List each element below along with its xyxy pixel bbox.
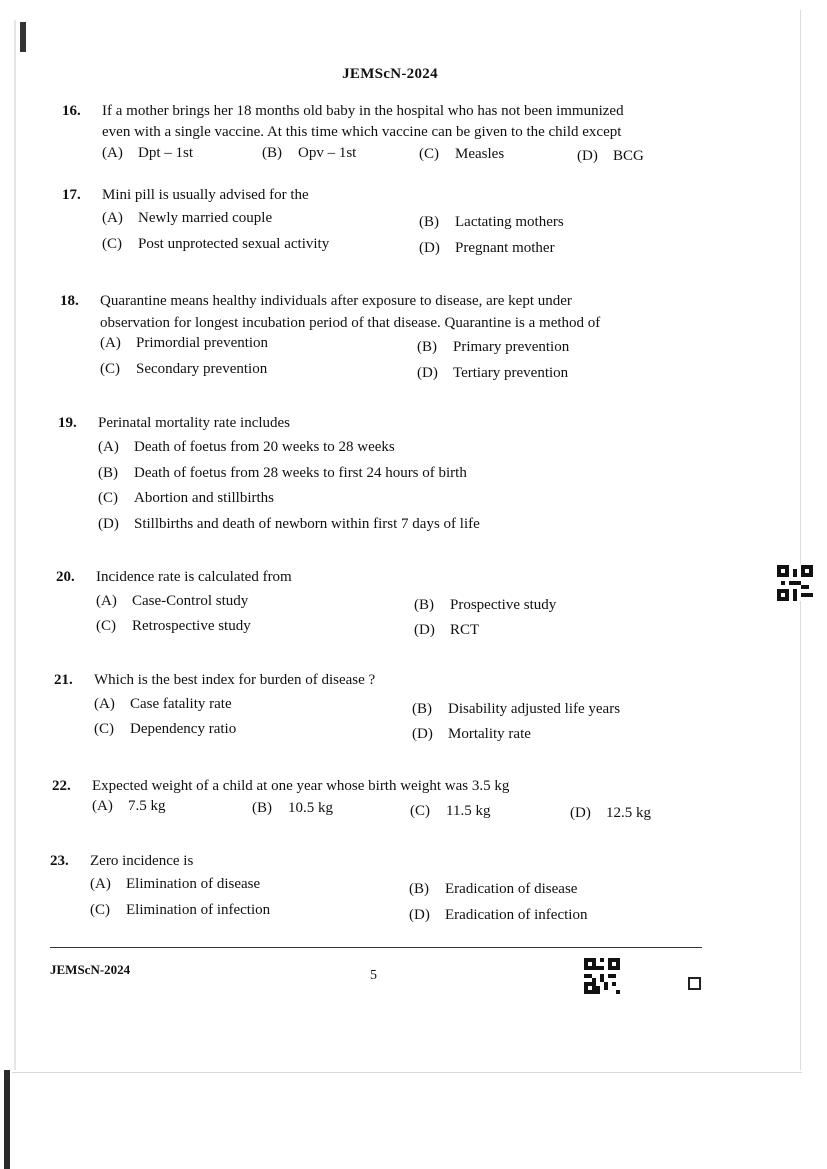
option-c: (C) Secondary prevention <box>100 361 268 377</box>
option-d: (D) Stillbirths and death of newborn within first 7 days of life <box>98 516 480 532</box>
question-text: Incidence rate is calculated from <box>96 569 292 585</box>
question-18 <box>60 290 710 340</box>
page-edge-bottom <box>12 1072 802 1073</box>
question-text: Perinatal mortality rate includes <box>98 415 291 431</box>
option-b: (B) Eradication of disease <box>409 881 578 897</box>
option-b: (B) Lactating mothers <box>419 214 564 230</box>
square-mark-icon <box>688 977 701 990</box>
option-c: (C) Abortion and stillbirths <box>98 490 274 506</box>
option-c: (C) Retrospective study <box>96 618 251 634</box>
question-text-line-1: Quarantine means healthy individuals after exposure to disease, are kept under <box>100 293 572 309</box>
option-b: (B) Death of foetus from 28 weeks to first 24 hours of birth <box>98 465 467 481</box>
option-c: (C) Post unprotected sexual activity <box>102 236 330 252</box>
option-d: (D) Tertiary prevention <box>417 365 569 381</box>
question-16 <box>62 100 712 180</box>
option-c: (C) Elimination of infection <box>90 902 271 918</box>
question-text: Which is the best index for burden of disease ? <box>94 672 376 688</box>
option-b: (B) Prospective study <box>414 597 557 613</box>
option-d: (D) RCT <box>414 622 480 638</box>
page-edge-right <box>800 10 801 1070</box>
question-22 <box>52 775 702 799</box>
option-a: (A) Elimination of disease <box>90 876 261 892</box>
question-19 <box>58 412 708 436</box>
question-number: 19. <box>58 415 77 431</box>
question-23 <box>50 850 700 874</box>
option-a: (A) Case-Control study <box>96 593 249 609</box>
question-number: 18. <box>60 293 79 309</box>
page-number: 5 <box>370 968 377 983</box>
scan-mark <box>20 22 26 52</box>
page-edge <box>14 20 16 1070</box>
footer-code: JEMScN-2024 <box>50 962 131 977</box>
option-b: (B) Primary prevention <box>417 339 570 355</box>
question-number: 23. <box>50 853 69 869</box>
qr-code-icon <box>777 565 813 601</box>
question-17 <box>62 184 712 208</box>
option-d: (D) Mortality rate <box>412 726 531 742</box>
option-a: (A) Case fatality rate <box>94 696 232 712</box>
option-a: (A) Death of foetus from 20 weeks to 28 weeks <box>98 439 395 455</box>
option-b: (B) 10.5 kg <box>252 800 333 816</box>
option-d: (D) Pregnant mother <box>419 240 555 256</box>
question-text: Mini pill is usually advised for the <box>102 187 309 203</box>
question-text: Zero incidence is <box>90 853 194 869</box>
option-c: (C) 11.5 kg <box>410 803 491 819</box>
option-b: (B) Disability adjusted life years <box>412 701 621 717</box>
option-a: (A) 7.5 kg <box>92 798 166 814</box>
question-number: 17. <box>62 187 81 203</box>
option-d: (D) BCG <box>577 148 644 164</box>
option-a: (A) Primordial prevention <box>100 335 269 351</box>
option-a: (A) Dpt – 1st <box>102 145 194 161</box>
option-c: (C) Measles <box>419 146 505 162</box>
scan-shadow <box>4 1070 10 1169</box>
option-c: (C) Dependency ratio <box>94 721 237 737</box>
question-number: 21. <box>54 672 73 688</box>
question-text: Expected weight of a child at one year whose birth weight was 3.5 kg <box>92 778 510 794</box>
question-number: 16. <box>62 103 81 119</box>
question-20 <box>56 566 706 590</box>
option-a: (A) Newly married couple <box>102 210 273 226</box>
question-text-line-2: observation for longest incubation period of that disease. Quarantine is a method of <box>100 315 601 331</box>
footer-divider <box>50 947 702 948</box>
question-text-line-1: If a mother brings her 18 months old baby in the hospital who has not been immunized <box>102 103 624 119</box>
option-d: (D) Eradication of infection <box>409 907 588 923</box>
question-number: 22. <box>52 778 71 794</box>
question-text-line-2: even with a single vaccine. At this time which vaccine can be given to the child except <box>102 124 622 140</box>
option-d: (D) 12.5 kg <box>570 805 651 821</box>
question-21 <box>54 669 704 693</box>
question-number: 20. <box>56 569 75 585</box>
page-header: JEMScN-2024 <box>342 66 438 82</box>
option-b: (B) Opv – 1st <box>262 145 357 161</box>
qr-code-icon <box>584 958 620 994</box>
